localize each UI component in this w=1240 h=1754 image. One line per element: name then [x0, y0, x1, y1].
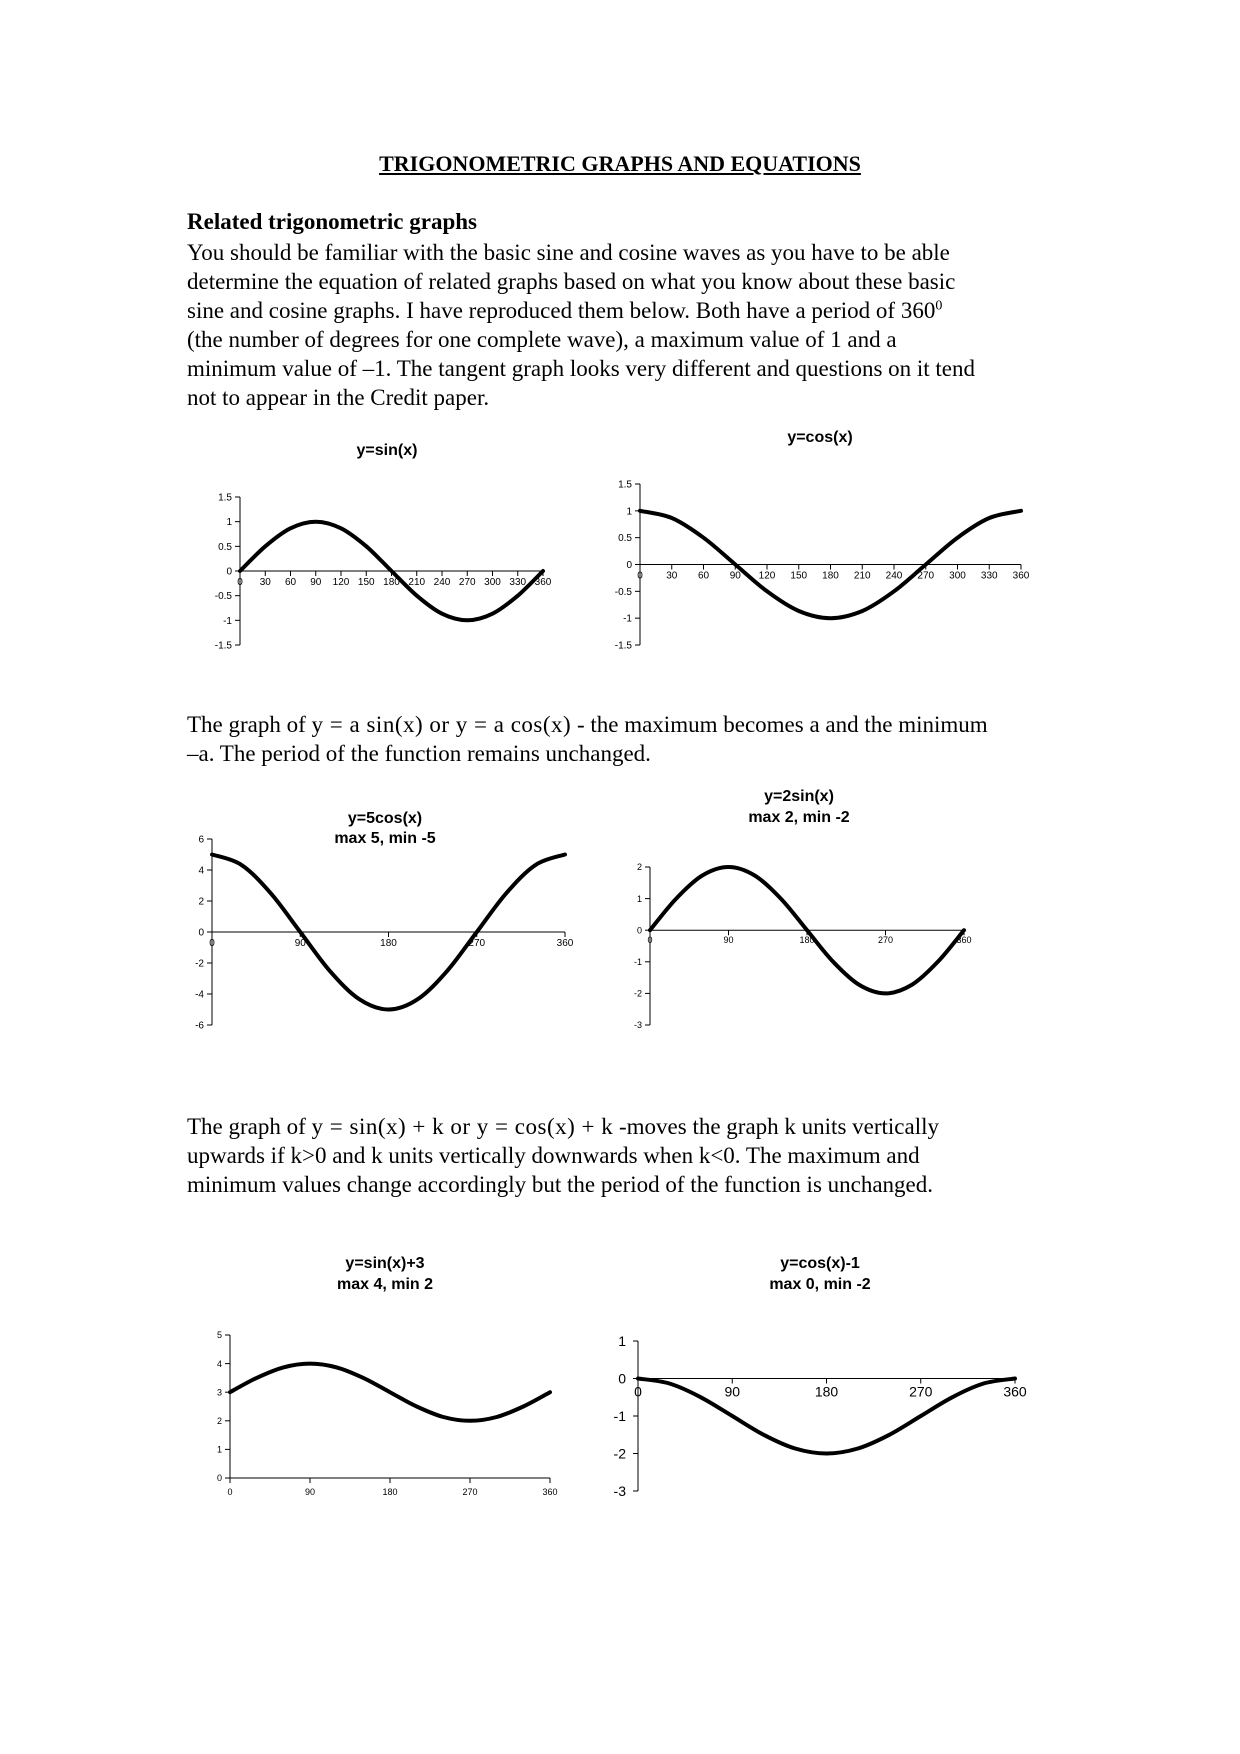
amplitude-formula: y = a sin(x) or y = a cos(x)	[311, 712, 572, 737]
chart-subtitle: max 4, min 2	[336, 1276, 434, 1293]
x-tick-label: 0	[237, 577, 243, 588]
degree-superscript: 0	[935, 298, 943, 314]
y-tick-label: 5	[216, 1330, 222, 1341]
x-tick-label: 90	[310, 577, 322, 588]
x-tick-label: 360	[956, 935, 972, 946]
y-tick-label: -1	[633, 956, 642, 967]
x-tick-label: 90	[723, 935, 734, 946]
x-tick-label: 180	[380, 938, 397, 949]
y-tick-label: -3	[613, 1482, 626, 1499]
x-tick-label: 60	[697, 570, 710, 582]
y-tick-label: -0.5	[214, 591, 232, 603]
x-tick-label: 60	[284, 577, 297, 588]
y-tick-label: 3	[216, 1387, 222, 1398]
chart-title: y=cos(x)	[787, 429, 853, 446]
intro-line-1: You should be familiar with the basic sine and cosine waves as you have to be able	[187, 240, 950, 265]
y-tick-label: 4	[198, 865, 204, 877]
x-tick-label: 90	[724, 1383, 741, 1400]
x-tick-label: 210	[408, 577, 426, 588]
x-tick-label: 270	[909, 1383, 933, 1400]
x-tick-label: 360	[556, 938, 574, 949]
y-tick-label: 0.5	[618, 533, 632, 545]
x-tick-label: 360	[1003, 1383, 1027, 1400]
y-tick-label: 0	[226, 566, 232, 578]
y-tick-label: 2	[636, 862, 642, 873]
x-tick-label: 120	[332, 577, 350, 588]
y-tick-label: 0	[636, 925, 642, 936]
y-tick-label: -2	[195, 958, 204, 970]
x-tick-label: 180	[799, 935, 815, 946]
y-tick-label: -2	[613, 1445, 626, 1462]
x-tick-label: 330	[509, 577, 527, 588]
shift-formula: y = sin(x) + k or y = cos(x) + k	[311, 1114, 614, 1139]
x-tick-label: 180	[822, 570, 839, 582]
y-tick-label: -1	[223, 615, 232, 627]
y-tick-label: -4	[195, 989, 204, 1001]
x-tick-label: 240	[433, 577, 451, 588]
y-tick-label: 0	[626, 560, 632, 571]
x-tick-label: 300	[484, 577, 501, 588]
x-tick-label: 120	[758, 570, 776, 582]
y-tick-label: 1	[636, 893, 642, 904]
x-tick-label: 0	[209, 938, 215, 949]
x-tick-label: 180	[382, 1487, 398, 1497]
x-tick-label: 90	[729, 570, 741, 582]
x-tick-label: 150	[357, 577, 375, 588]
y-tick-label: 1.5	[618, 479, 632, 491]
amplitude-text: - the maximum becomes a and the minimum	[571, 712, 988, 737]
x-tick-label: 240	[885, 570, 903, 582]
x-tick-label: 270	[462, 1487, 478, 1497]
y-tick-label: -1	[623, 613, 632, 625]
shift-lead: The graph of	[187, 1114, 312, 1139]
intro-line-2: determine the equation of related graphs based on what you know about these basic	[187, 269, 956, 294]
shift-line-2: upwards if k>0 and k units vertically downwards when k<0. The maximum and	[187, 1143, 920, 1168]
x-tick-label: 180	[814, 1383, 839, 1400]
chart-subtitle: max 2, min -2	[748, 809, 850, 826]
x-tick-label: 270	[917, 570, 935, 582]
x-tick-label: 150	[790, 570, 808, 582]
page-title: TRIGONOMETRIC GRAPHS AND EQUATIONS	[379, 151, 861, 176]
x-tick-label: 210	[853, 570, 871, 582]
x-tick-label: 0	[637, 570, 643, 582]
x-tick-label: 270	[458, 577, 476, 588]
intro-line-5: minimum value of –1. The tangent graph looks very different and questions on it tend	[187, 356, 976, 381]
y-tick-label: -6	[195, 1020, 204, 1032]
x-tick-label: 360	[1012, 570, 1030, 582]
y-tick-label: 2	[198, 896, 204, 908]
amplitude-lead: The graph of	[187, 712, 312, 737]
y-tick-label: 1	[618, 1332, 626, 1349]
y-tick-label: -1	[613, 1407, 626, 1424]
x-tick-label: 30	[666, 570, 678, 582]
x-tick-label: 270	[877, 935, 894, 946]
y-tick-label: 0.5	[218, 541, 232, 553]
y-tick-label: 0	[618, 1370, 626, 1387]
x-tick-label: 360	[542, 1487, 558, 1497]
chart-title: y=sin(x)+3	[345, 1255, 425, 1272]
x-tick-label: 270	[468, 938, 486, 949]
shift-text: -moves the graph k units vertically	[613, 1114, 939, 1139]
chart-title: y=cos(x)-1	[780, 1255, 860, 1272]
x-tick-label: 360	[534, 577, 552, 588]
y-tick-label: 0	[216, 1473, 222, 1484]
y-tick-label: 4	[216, 1358, 222, 1369]
chart-title: y=5cos(x)	[347, 810, 423, 827]
chart-subtitle: max 5, min -5	[334, 830, 436, 847]
y-tick-label: 6	[198, 834, 204, 846]
x-tick-label: 0	[647, 935, 653, 946]
y-tick-label: -2	[633, 988, 642, 999]
x-tick-label: 0	[634, 1383, 642, 1400]
x-tick-label: 30	[259, 577, 271, 588]
chart-title: y=2sin(x)	[764, 788, 834, 805]
y-tick-label: 1	[226, 517, 232, 529]
y-tick-label: 0	[198, 927, 204, 939]
y-tick-label: -1.5	[614, 640, 632, 652]
x-tick-label: 90	[294, 938, 306, 949]
x-tick-label: 180	[383, 577, 400, 588]
y-tick-label: 1	[626, 506, 632, 518]
chart-title: y=sin(x)	[356, 442, 418, 459]
y-tick-label: 1	[216, 1444, 222, 1455]
y-tick-label: -3	[633, 1020, 642, 1031]
x-tick-label: 300	[949, 570, 966, 582]
shift-line-3: minimum values change accordingly but the period of the function is unchanged.	[187, 1172, 934, 1197]
y-tick-label: -1.5	[214, 640, 232, 652]
x-tick-label: 90	[304, 1487, 316, 1497]
amplitude-line-2: –a. The period of the function remains unchanged.	[187, 741, 651, 766]
intro-line-4: (the number of degrees for one complete wave), a maximum value of 1 and a	[187, 327, 897, 352]
intro-line-6: not to appear in the Credit paper.	[187, 385, 490, 410]
x-tick-label: 0	[227, 1487, 233, 1497]
chart-subtitle: max 0, min -2	[769, 1276, 871, 1293]
y-tick-label: 2	[216, 1415, 222, 1426]
y-tick-label: -0.5	[614, 586, 632, 598]
section-heading: Related trigonometric graphs	[187, 209, 477, 234]
y-tick-label: 1.5	[218, 492, 232, 504]
x-tick-label: 330	[980, 570, 998, 582]
intro-line-3: sine and cosine graphs. I have reproduced them below. Both have a period of 360	[187, 298, 936, 323]
